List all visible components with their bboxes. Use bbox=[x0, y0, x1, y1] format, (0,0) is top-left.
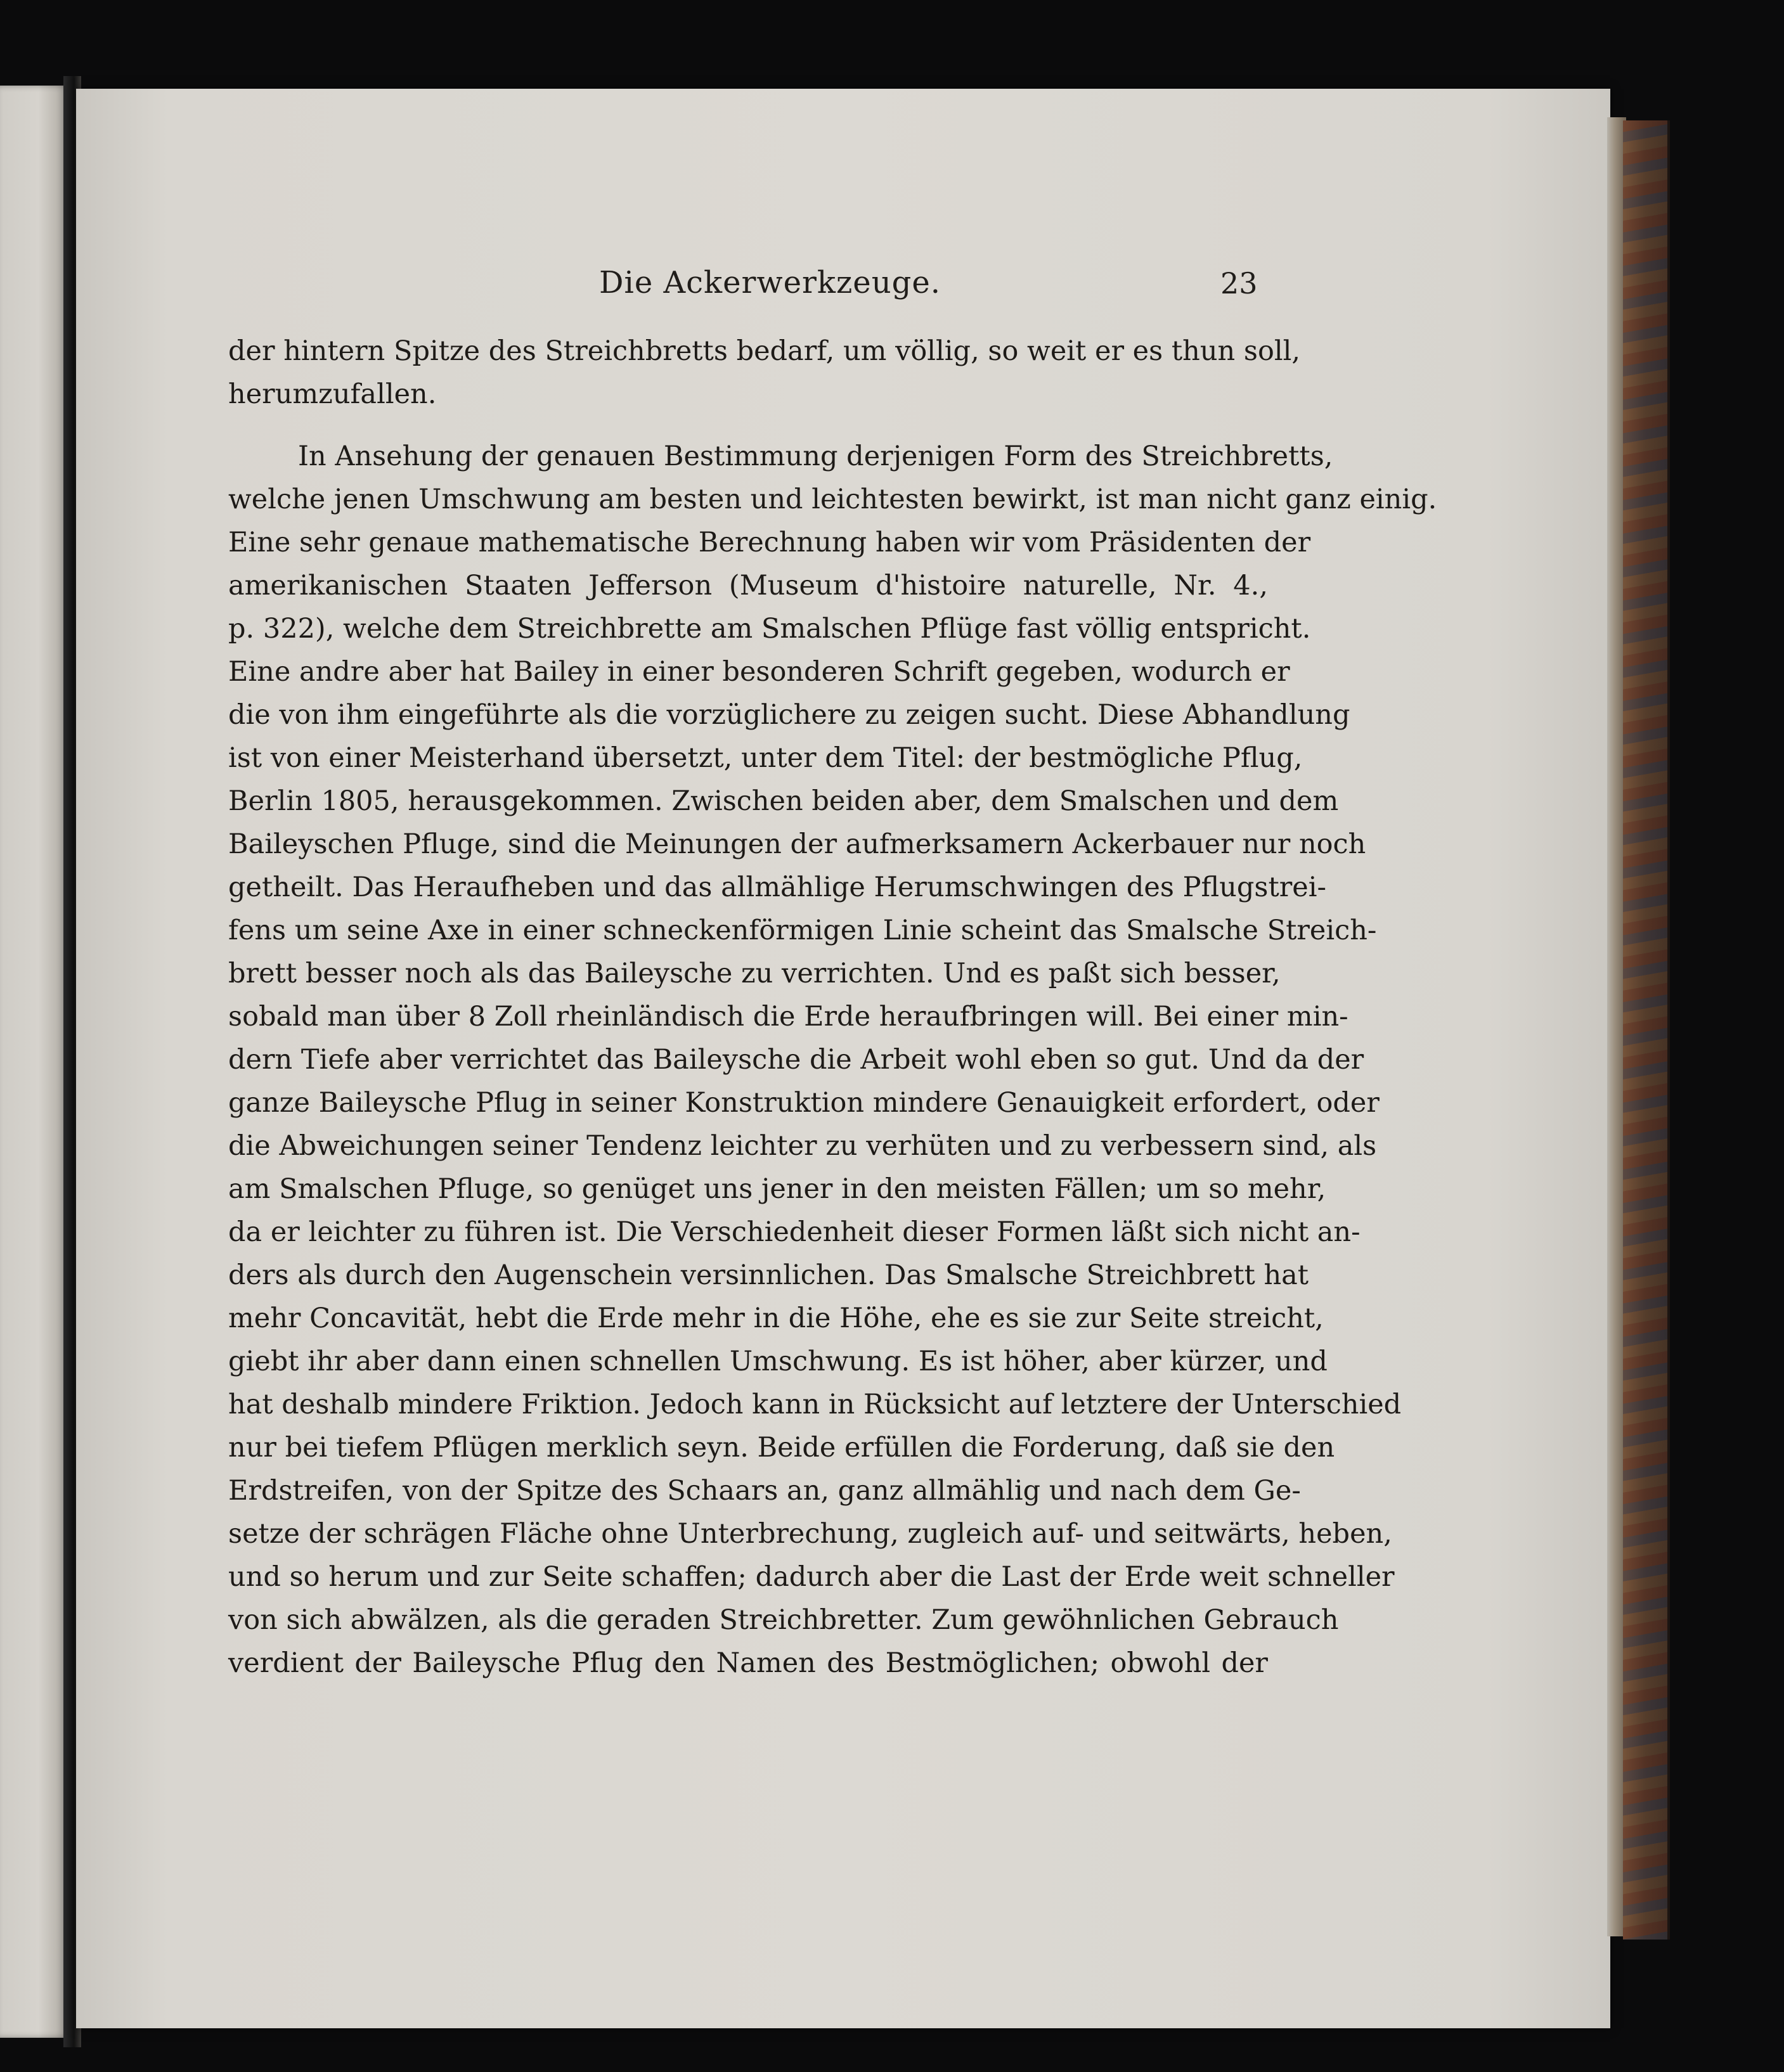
previous-page-edge bbox=[0, 86, 70, 2038]
text-line: und so herum und zur Seite schaffen; dadurch aber die Last der Erde weit schneller bbox=[228, 1561, 1395, 1593]
text-line: verdient der Baileysche Pflug den Namen des Bestmöglichen; obwohl der bbox=[228, 1647, 1268, 1679]
text-line: p. 322), welche dem Streichbrette am Smalschen Pflüge fast völlig entspricht. bbox=[228, 613, 1311, 645]
text-line: mehr Concavität, hebt die Erde mehr in die Höhe, ehe es sie zur Seite streicht, bbox=[228, 1303, 1324, 1334]
text-line: herumzufallen. bbox=[228, 378, 437, 410]
text-line: getheilt. Das Heraufheben und das allmählige Herumschwingen des Pflugstrei- bbox=[228, 872, 1327, 903]
text-line: ganze Baileysche Pflug in seiner Konstruktion mindere Genauigkeit erfordert, oder bbox=[228, 1087, 1380, 1119]
text-line: Eine andre aber hat Bailey in einer besonderen Schrift gegeben, wodurch er bbox=[228, 656, 1290, 688]
text-line: ders als durch den Augenschein versinnlichen. Das Smalsche Streichbrett hat bbox=[228, 1259, 1309, 1291]
text-line: sobald man über 8 Zoll rheinländisch die Erde heraufbringen will. Bei einer min- bbox=[228, 1001, 1348, 1033]
paragraph-2 bbox=[228, 435, 1437, 1685]
text-line: Eine sehr genaue mathematische Berechnung haben wir vom Präsidenten der bbox=[228, 527, 1311, 558]
text-line: Baileyschen Pfluge, sind die Meinungen der aufmerksamern Ackerbauer nur noch bbox=[228, 828, 1366, 860]
page-number: 23 bbox=[1220, 266, 1258, 300]
text-line: ist von einer Meisterhand übersetzt, unter dem Titel: der bestmögliche Pflug, bbox=[228, 742, 1303, 774]
text-line: setze der schrägen Fläche ohne Unterbrechung, zugleich auf- und seitwärts, heben, bbox=[228, 1518, 1392, 1550]
text-line: von sich abwälzen, als die geraden Streichbretter. Zum gewöhnlichen Gebrauch bbox=[228, 1604, 1339, 1636]
running-title: Die Ackerwerkzeuge. bbox=[599, 265, 941, 300]
text-line: die Abweichungen seiner Tendenz leichter zu verhüten und zu verbessern sind, als bbox=[228, 1130, 1377, 1162]
text-line: die von ihm eingeführte als die vorzüglichere zu zeigen sucht. Diese Abhandlung bbox=[228, 699, 1350, 731]
paragraph-1 bbox=[228, 330, 1301, 416]
text-line: dern Tiefe aber verrichtet das Baileysche die Arbeit wohl eben so gut. Und da der bbox=[228, 1044, 1364, 1076]
text-line: In Ansehung der genauen Bestimmung derjenigen Form des Streichbretts, bbox=[298, 441, 1333, 472]
text-line: Erdstreifen, von der Spitze des Schaars an, ganz allmählig und nach dem Ge- bbox=[228, 1475, 1301, 1507]
text-line: welche jenen Umschwung am besten und leichtesten bewirkt, ist man nicht ganz einig. bbox=[228, 484, 1437, 515]
book-cover-edge bbox=[1623, 120, 1670, 1940]
text-line: Berlin 1805, herausgekommen. Zwischen beiden aber, dem Smalschen und dem bbox=[228, 785, 1339, 817]
text-line: giebt ihr aber dann einen schnellen Umschwung. Es ist höher, aber kürzer, und bbox=[228, 1346, 1328, 1377]
text-line: der hintern Spitze des Streichbretts bedarf, um völlig, so weit er es thun soll, bbox=[228, 335, 1301, 367]
paragraph-gap bbox=[228, 416, 1268, 435]
text-line: da er leichter zu führen ist. Die Verschiedenheit dieser Formen läßt sich nicht an- bbox=[228, 1216, 1361, 1248]
text-line: brett besser noch als das Baileysche zu verrichten. Und es paßt sich besser, bbox=[228, 958, 1281, 989]
text-line: fens um seine Axe in einer schneckenförmigen Linie scheint das Smalsche Streich- bbox=[228, 915, 1377, 946]
text-line: hat deshalb mindere Friktion. Jedoch kann in Rücksicht auf letztere der Unterschied bbox=[228, 1389, 1402, 1420]
text-line: amerikanischen Staaten Jefferson (Museum d'histoire naturelle, Nr. 4., bbox=[228, 570, 1268, 602]
body-text bbox=[228, 330, 1437, 1685]
text-line: nur bei tiefem Pflügen merklich seyn. Beide erfüllen die Forderung, daß sie den bbox=[228, 1432, 1335, 1464]
text-line: am Smalschen Pfluge, so genüget uns jener in den meisten Fällen; um so mehr, bbox=[228, 1173, 1326, 1205]
